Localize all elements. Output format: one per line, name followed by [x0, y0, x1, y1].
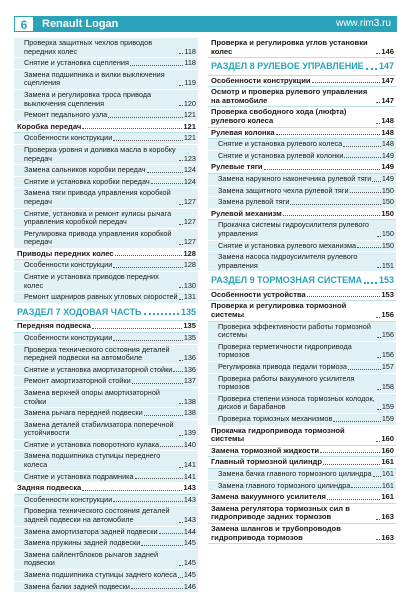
toc-entry-title: Замена подшипника ступицы переднего колеса — [24, 451, 161, 470]
toc-dot-leader — [179, 522, 183, 523]
toc-entry-title: Рулевые тяги — [211, 162, 263, 172]
toc-entry-title: Особенности конструкции — [24, 332, 113, 342]
toc-dot-leader — [179, 565, 183, 566]
toc-page-number: 143 — [183, 515, 196, 525]
toc-dot-leader — [178, 577, 183, 578]
toc-dot-leader — [108, 117, 183, 118]
toc-dot-leader — [344, 157, 380, 158]
toc-entry-title: Главный тормозной цилиндр — [211, 457, 322, 467]
toc-subentry[interactable] — [14, 550, 198, 570]
toc-dot-leader — [179, 105, 183, 106]
toc-chapter-entry[interactable] — [208, 457, 396, 469]
toc-dot-leader — [179, 53, 183, 54]
toc-section-heading[interactable] — [208, 58, 396, 76]
page-number: 6 — [14, 16, 34, 32]
toc-entry-title: Особенности конструкции — [24, 494, 113, 504]
toc-chapter-entry[interactable] — [14, 321, 198, 333]
toc-page-number: 136 — [183, 353, 196, 363]
toc-dot-leader — [179, 467, 183, 468]
toc-page-number: 150 — [381, 229, 394, 238]
toc-dot-leader — [131, 588, 183, 589]
toc-page-number: 146 — [381, 46, 394, 56]
toc-dot-leader — [376, 519, 380, 520]
page-header — [14, 16, 397, 32]
toc-dot-leader — [82, 490, 182, 491]
toc-entry-title: Замена подшипника и вилки выключения сцепления — [24, 69, 165, 88]
toc-entry-title: Снятие и установка рулевого колеса — [218, 139, 343, 149]
toc-subentry[interactable] — [208, 252, 396, 272]
toc-entry-title: РАЗДЕЛ 7 ХОДОВАЯ ЧАСТЬ — [17, 306, 142, 317]
toc-page-number: 153 — [378, 275, 394, 286]
toc-entry-title: Снятие и установка рулевого механизма — [218, 240, 357, 250]
toc-page-number: 147 — [378, 61, 394, 72]
toc-subentry[interactable] — [14, 388, 198, 408]
toc-chapter-entry[interactable] — [208, 290, 396, 302]
toc-dot-leader — [113, 140, 182, 141]
toc-dot-leader — [377, 337, 381, 338]
toc-entry-title: Проверка герметичности гидропривода тормозов — [218, 341, 352, 360]
toc-page-number: 144 — [183, 526, 196, 536]
toc-entry-title: Замена амортизатора задней подвески — [24, 526, 158, 536]
toc-page-number: 128 — [183, 248, 196, 258]
toc-dot-leader — [320, 452, 380, 453]
toc-subentry[interactable] — [208, 174, 396, 186]
toc-subentry[interactable] — [14, 209, 198, 229]
toc-dot-leader — [141, 545, 183, 546]
toc-dot-leader — [179, 85, 183, 86]
toc-entry-title: Проверка технического состояния деталей задней подвески на автомобиле — [24, 506, 170, 525]
toc-subentry[interactable] — [14, 527, 198, 539]
toc-entry-title: Замена наружного наконечника рулевой тяги — [218, 174, 372, 184]
toc-page-number: 128 — [183, 260, 196, 270]
toc-page-number: 148 — [381, 116, 394, 126]
toc-entry-title: Приводы передних колес — [17, 248, 114, 258]
toc-page-number: 163 — [381, 512, 394, 522]
toc-right-column — [208, 38, 396, 544]
toc-page-number: 118 — [184, 46, 196, 56]
toc-entry-title: Осмотр и проверка рулевого управления на автомобиле — [211, 87, 368, 105]
toc-page-number: 141 — [183, 471, 196, 481]
toc-dot-leader — [376, 317, 380, 318]
toc-page-number: 147 — [381, 75, 394, 85]
toc-page-number: 145 — [183, 570, 196, 579]
toc-dot-leader — [132, 383, 183, 384]
toc-dot-leader — [376, 123, 380, 124]
toc-dot-leader — [160, 446, 183, 447]
toc-page-number: 148 — [381, 127, 394, 137]
toc-page-number: 150 — [381, 240, 394, 250]
toc-page-number: 124 — [183, 176, 196, 186]
toc-subentry[interactable] — [14, 582, 198, 593]
toc-subentry[interactable] — [208, 186, 396, 198]
toc-page-number: 138 — [183, 408, 196, 418]
toc-page-number: 159 — [381, 414, 394, 423]
toc-page-number: 150 — [381, 197, 394, 207]
toc-dot-leader — [147, 172, 183, 173]
toc-subentry[interactable] — [14, 376, 198, 388]
toc-dot-leader — [377, 267, 381, 268]
toc-subentry[interactable] — [208, 414, 396, 426]
toc-chapter-entry[interactable] — [14, 249, 198, 261]
toc-page-number: 121 — [183, 110, 196, 120]
toc-dot-leader — [376, 539, 380, 540]
toc-entry-title: Замена верхней опоры амортизаторной стойки — [24, 387, 160, 406]
toc-subentry[interactable] — [14, 177, 198, 189]
toc-page-number: 135 — [183, 332, 196, 342]
toc-chapter-entry[interactable] — [208, 492, 396, 504]
toc-entry-title: РАЗДЕЛ 8 РУЛЕВОЕ УПРАВЛЕНИЕ — [211, 61, 364, 72]
toc-entry-title: Особенности конструкции — [24, 133, 113, 143]
toc-page-number: 151 — [381, 260, 394, 270]
toc-dot-leader — [179, 160, 183, 161]
toc-entry-title: Ремонт амортизаторной стойки — [24, 376, 131, 386]
toc-page-number: 149 — [381, 162, 394, 172]
toc-dot-leader — [377, 236, 381, 237]
toc-chapter-entry[interactable] — [208, 38, 396, 58]
toc-subentry[interactable] — [14, 188, 198, 208]
toc-page-number: 150 — [381, 208, 394, 218]
toc-dot-leader — [307, 296, 381, 297]
toc-page-number: 161 — [381, 468, 394, 478]
toc-entry-title: Замена бачка главного тормозного цилиндра — [218, 468, 372, 478]
toc-page-number: 150 — [381, 185, 394, 195]
toc-page-number: 118 — [184, 58, 196, 68]
toc-page-number: 160 — [381, 445, 394, 455]
toc-entry-title: Коробка передач — [17, 121, 82, 131]
toc-entry-title: Замена регулятора тормозных сил в гидроприводе задних тормозов — [211, 503, 350, 522]
toc-entry-title: Замена защитного чехла рулевой тяги — [218, 185, 349, 195]
toc-subentry[interactable] — [14, 133, 198, 145]
toc-page-number: 127 — [183, 217, 196, 227]
toc-page-number: 145 — [183, 538, 196, 548]
toc-page-number: 161 — [381, 492, 394, 502]
toc-subentry[interactable] — [14, 506, 198, 526]
toc-subentry[interactable] — [14, 38, 198, 58]
toc-entry-title: Снятие и установка поворотного кулака — [24, 439, 160, 449]
toc-section-heading[interactable] — [208, 272, 396, 290]
toc-entry-title: РАЗДЕЛ 9 ТОРМОЗНАЯ СИСТЕМА — [211, 275, 363, 286]
toc-left-column — [14, 38, 198, 593]
toc-page-number: 146 — [183, 581, 196, 591]
toc-entry-title: Замена главного тормозного цилиндра — [218, 480, 351, 490]
toc-subentry[interactable] — [14, 451, 198, 471]
toc-page-number: 157 — [381, 362, 394, 372]
toc-page-number: 121 — [183, 133, 196, 143]
toc-entry-title: Проверка уровня и доливка масла в коробку передач — [24, 144, 176, 163]
toc-entry-title: Замена насоса гидроусилителя рулевого управления — [218, 252, 358, 270]
toc-dot-leader — [173, 371, 182, 372]
toc-dot-leader — [92, 328, 183, 329]
toc-dot-leader — [179, 287, 183, 288]
toc-dot-leader — [130, 65, 183, 66]
toc-entry-title: Снятие, установка и ремонт кулисы рычага управления коробкой передач — [24, 208, 172, 227]
toc-page-number: 143 — [183, 494, 196, 504]
toc-dot-leader — [179, 403, 183, 404]
toc-chapter-entry[interactable] — [208, 162, 396, 174]
toc-page-number: 127 — [183, 196, 196, 206]
toc-chapter-entry[interactable] — [14, 122, 198, 134]
toc-entry-title: Ремонт педального узла — [24, 110, 108, 120]
toc-subentry[interactable] — [208, 469, 396, 481]
toc-subentry[interactable] — [14, 58, 198, 70]
toc-chapter-entry[interactable] — [208, 446, 396, 458]
toc-page-number: 159 — [381, 402, 394, 412]
toc-subentry[interactable] — [14, 365, 198, 377]
toc-page-number: 131 — [183, 292, 196, 302]
toc-page-number: 143 — [183, 483, 196, 493]
toc-subentry[interactable] — [208, 374, 396, 394]
toc-subentry[interactable] — [208, 342, 396, 362]
toc-chapter-entry[interactable] — [208, 301, 396, 321]
toc-entry-title: Рулевой механизм — [211, 208, 282, 218]
toc-page-number: 140 — [183, 439, 196, 449]
toc-subentry[interactable] — [14, 495, 198, 507]
toc-entry-title: Проверка свободного хода (люфта) рулевого колеса — [211, 107, 347, 126]
toc-dot-leader — [376, 102, 380, 103]
toc-dot-leader — [377, 389, 381, 390]
toc-page-number: 156 — [381, 310, 394, 320]
toc-dot-leader — [179, 435, 183, 436]
toc-entry-title: Рулевая колонка — [211, 127, 275, 137]
toc-page-number: 120 — [183, 98, 196, 108]
toc-entry-title: Передняя подвеска — [17, 321, 91, 331]
toc-entry-title: Замена пружины задней подвески — [24, 538, 141, 548]
toc-dot-leader — [290, 204, 380, 205]
toc-dot-leader — [179, 224, 183, 225]
toc-chapter-entry[interactable] — [14, 483, 198, 495]
toc-page-number: 149 — [381, 174, 394, 184]
toc-entry-title: Замена сайлентблоков рычагов задней подвески — [24, 549, 159, 568]
toc-page-number: 163 — [381, 532, 394, 542]
toc-entry-title: Снятие и установка приводов передних колес — [24, 272, 159, 290]
toc-entry-title: Замена тормозной жидкости — [211, 445, 320, 455]
toc-entry-title: Снятие и установка подрамника — [24, 471, 134, 481]
toc-page-number: 139 — [183, 428, 196, 438]
toc-entry-title: Проверка защитных чехлов приводов передних колес — [24, 38, 153, 56]
toc-page-number: 127 — [183, 237, 196, 247]
toc-page-number: 124 — [183, 165, 196, 175]
toc-dot-leader — [144, 415, 183, 416]
toc-page-number: 158 — [381, 382, 394, 392]
toc-entry-title: Задняя подвеска — [17, 483, 82, 493]
toc-dot-leader — [350, 192, 381, 193]
toc-dot-leader — [357, 247, 381, 248]
toc-page-number: 135 — [180, 306, 196, 317]
toc-chapter-entry[interactable] — [208, 504, 396, 524]
toc-entry-title: Ремонт шарниров равных угловых скоростей — [24, 292, 178, 302]
toc-dot-leader — [179, 204, 183, 205]
toc-chapter-entry[interactable] — [208, 87, 396, 107]
toc-page-number: 138 — [183, 396, 196, 406]
toc-entry-title: Снятие и установка сцепления — [24, 58, 129, 68]
toc-subentry[interactable] — [14, 90, 198, 110]
toc-entry-title: Прокачка системы гидроусилителя рулевого управления — [218, 220, 369, 238]
toc-page-number: 147 — [381, 95, 394, 105]
toc-subentry[interactable] — [14, 472, 198, 484]
toc-dot-leader — [351, 487, 380, 488]
toc-subentry[interactable] — [208, 151, 396, 163]
toc-subentry[interactable] — [14, 440, 198, 452]
toc-dot-leader — [113, 267, 182, 268]
toc-entry-title: Снятие и установка рулевой колонки — [218, 150, 344, 160]
toc-subentry[interactable] — [14, 420, 198, 440]
toc-subentry[interactable] — [14, 570, 198, 582]
site-url[interactable]: www.rim3.ru — [335, 18, 391, 29]
toc-dot-leader — [283, 215, 381, 216]
toc-chapter-entry[interactable] — [208, 209, 396, 221]
toc-dot-leader — [376, 441, 380, 442]
toc-entry-title: Особенности конструкции — [211, 75, 311, 85]
toc-entry-title: Снятие и установка коробки передач — [24, 176, 150, 186]
toc-entry-title: Снятие и установка амортизаторной стойки — [24, 364, 173, 374]
toc-subentry[interactable] — [14, 345, 198, 365]
toc-page-number: 119 — [184, 78, 196, 88]
toc-subentry[interactable] — [14, 110, 198, 122]
toc-entry-title: Проверка и регулировка углов установки колес — [211, 38, 368, 56]
toc-dot-leader — [366, 68, 377, 70]
toc-chapter-entry[interactable] — [208, 107, 396, 127]
toc-subentry[interactable] — [208, 362, 396, 374]
toc-dot-leader — [179, 244, 183, 245]
toc-chapter-entry[interactable] — [208, 76, 396, 88]
toc-dot-leader — [323, 464, 380, 465]
toc-page-number: 137 — [183, 376, 196, 386]
toc-dot-leader — [151, 183, 183, 184]
toc-subentry[interactable] — [208, 241, 396, 253]
toc-subentry[interactable] — [14, 408, 198, 420]
toc-entry-title: Замена вакуумного усилителя — [211, 492, 326, 502]
toc-entry-title: Регулировка привода управления коробкой передач — [24, 228, 172, 247]
book-title: Renault Logan — [42, 18, 119, 30]
toc-page-number: 135 — [183, 321, 196, 331]
toc-entry-title: Проверка и регулировка тормозной системы — [211, 301, 347, 320]
toc-entry-title: Особенности конструкции — [24, 260, 113, 270]
toc-page-number: 161 — [381, 480, 394, 490]
toc-dot-leader — [135, 478, 183, 479]
toc-dot-leader — [312, 82, 381, 83]
toc-dot-leader — [333, 421, 380, 422]
toc-entry-title: Замена балки задней подвески — [24, 581, 131, 591]
toc-subentry[interactable] — [14, 145, 198, 165]
toc-subentry[interactable] — [14, 165, 198, 177]
toc-entry-title: Проверка степени износа тормозных колодок, дисков и барабанов — [218, 393, 375, 412]
toc-subentry[interactable] — [14, 260, 198, 272]
toc-dot-leader — [343, 146, 381, 147]
toc-page-number: 156 — [381, 350, 394, 360]
toc-page-number: 156 — [381, 330, 394, 340]
toc-dot-leader — [327, 499, 380, 500]
toc-page-number: 136 — [183, 364, 196, 374]
toc-subentry[interactable] — [14, 333, 198, 345]
toc-entry-title: Прокачка гидропривода тормозной системы — [211, 425, 345, 444]
toc-entry-title: Замена рулевой тяги — [218, 197, 290, 207]
toc-dot-leader — [144, 313, 179, 315]
toc-subentry[interactable] — [14, 70, 198, 90]
toc-dot-leader — [372, 181, 380, 182]
toc-page-number: 130 — [183, 280, 196, 290]
toc-dot-leader — [364, 282, 377, 284]
toc-section-heading[interactable] — [14, 304, 198, 322]
toc-entry-title: Особенности устройства — [211, 289, 306, 299]
toc-page-number: 121 — [183, 121, 196, 131]
toc-page-number: 145 — [183, 558, 196, 568]
toc-entry-title: Замена рычага передней подвески — [24, 408, 143, 418]
toc-entry-title: Замена деталей стабилизатора поперечной устойчивости — [24, 419, 174, 438]
toc-dot-leader — [82, 128, 182, 129]
toc-dot-leader — [159, 533, 183, 534]
toc-page-number: 123 — [183, 153, 196, 163]
toc-entry-title: Замена шлангов и трубопроводов гидропривода тормозов — [211, 523, 341, 542]
toc-entry-title: Проверка работы вакуумного усилителя тормозов — [218, 373, 355, 392]
toc-subentry[interactable] — [208, 139, 396, 151]
toc-dot-leader — [113, 340, 182, 341]
toc-entry-title: Замена подшипника ступицы заднего колеса — [24, 570, 177, 579]
toc-page-number: 161 — [381, 457, 394, 467]
toc-subentry[interactable] — [14, 538, 198, 550]
toc-subentry[interactable] — [14, 292, 198, 304]
toc-entry-title: Проверка технического состояния деталей передней подвески на автомобиле — [24, 344, 170, 363]
toc-entry-title: Проверка эффективности работы тормозной системы — [218, 321, 371, 340]
toc-page-number: 153 — [381, 289, 394, 299]
toc-subentry[interactable] — [208, 197, 396, 209]
toc-dot-leader — [348, 369, 381, 370]
toc-entry-title: Регулировка привода педали тормоза — [218, 362, 347, 372]
toc-entry-title: Замена и регулировка троса привода выключения сцепления — [24, 89, 152, 108]
toc-dot-leader — [115, 255, 183, 256]
toc-entry-title: Замена тяги привода управления коробкой передач — [24, 188, 171, 206]
toc-dot-leader — [377, 409, 381, 410]
toc-chapter-entry[interactable] — [208, 524, 396, 544]
toc-page-number: 141 — [183, 460, 196, 470]
toc-subentry[interactable] — [208, 394, 396, 414]
toc-subentry[interactable] — [208, 481, 396, 493]
toc-page-number: 148 — [381, 139, 394, 149]
toc-dot-leader — [376, 53, 380, 54]
toc-page-number: 160 — [381, 434, 394, 444]
toc-chapter-entry[interactable] — [208, 426, 396, 446]
toc-entry-title: Замена сальников коробки передач — [24, 165, 146, 175]
toc-dot-leader — [179, 360, 183, 361]
toc-dot-leader — [377, 357, 381, 358]
toc-dot-leader — [276, 134, 381, 135]
toc-page-number: 149 — [381, 150, 394, 160]
toc-dot-leader — [179, 299, 183, 300]
toc-chapter-entry[interactable] — [208, 128, 396, 140]
toc-subentry[interactable] — [208, 322, 396, 342]
toc-subentry[interactable] — [14, 272, 198, 292]
toc-subentry[interactable] — [208, 220, 396, 240]
toc-entry-title: Проверка тормозных механизмов — [218, 414, 333, 423]
toc-dot-leader — [113, 501, 182, 502]
toc-dot-leader — [264, 169, 381, 170]
toc-dot-leader — [373, 476, 381, 477]
toc-subentry[interactable] — [14, 229, 198, 249]
